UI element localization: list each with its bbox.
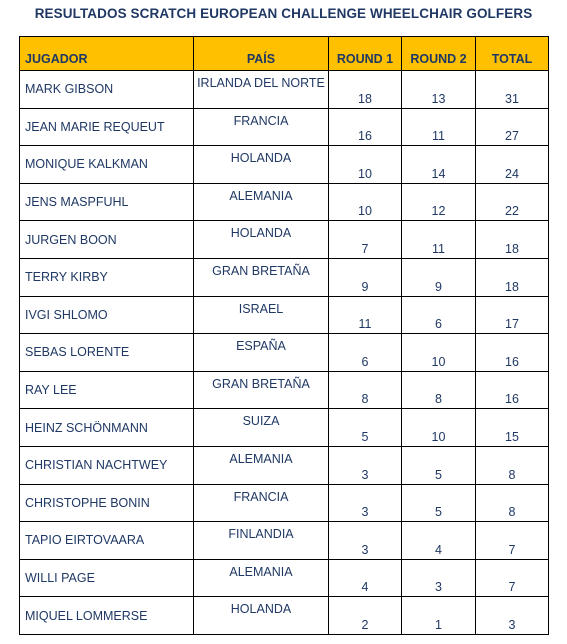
- player-cell: WILLI PAGE: [20, 559, 194, 597]
- round-1-cell: 4: [329, 559, 402, 597]
- country-cell: ALEMANIA: [194, 559, 329, 597]
- table-row: [20, 522, 549, 560]
- round-2-cell: 13: [402, 71, 476, 109]
- player-cell: CHRISTIAN NACHTWEY: [20, 446, 194, 484]
- country-cell: SUIZA: [194, 409, 329, 447]
- total-cell: 16: [476, 334, 549, 372]
- round-1-cell: 10: [329, 146, 402, 184]
- header-country: PAÍS: [194, 37, 329, 71]
- table-row: [20, 108, 549, 146]
- results-table: [19, 36, 549, 635]
- country-cell: ALEMANIA: [194, 446, 329, 484]
- round-1-cell: 9: [329, 258, 402, 296]
- table-row: [20, 484, 549, 522]
- header-round-1: ROUND 1: [329, 37, 402, 71]
- header-round-2: ROUND 2: [402, 37, 476, 71]
- table-row: [20, 221, 549, 259]
- total-cell: 17: [476, 296, 549, 334]
- player-cell: IVGI SHLOMO: [20, 296, 194, 334]
- total-cell: 15: [476, 409, 549, 447]
- round-2-cell: 3: [402, 559, 476, 597]
- round-1-cell: 18: [329, 71, 402, 109]
- round-1-cell: 3: [329, 522, 402, 560]
- country-cell: IRLANDA DEL NORTE: [194, 71, 329, 109]
- round-1-cell: 16: [329, 108, 402, 146]
- total-cell: 7: [476, 559, 549, 597]
- round-2-cell: 10: [402, 334, 476, 372]
- player-cell: JENS MASPFUHL: [20, 183, 194, 221]
- player-cell: HEINZ SCHÖNMANN: [20, 409, 194, 447]
- round-1-cell: 5: [329, 409, 402, 447]
- round-2-cell: 12: [402, 183, 476, 221]
- total-cell: 24: [476, 146, 549, 184]
- player-cell: MONIQUE KALKMAN: [20, 146, 194, 184]
- total-cell: 8: [476, 446, 549, 484]
- round-2-cell: 11: [402, 221, 476, 259]
- player-cell: MARK GIBSON: [20, 71, 194, 109]
- table-row: [20, 371, 549, 409]
- round-2-cell: 5: [402, 484, 476, 522]
- country-cell: HOLANDA: [194, 146, 329, 184]
- table-row: [20, 409, 549, 447]
- round-2-cell: 6: [402, 296, 476, 334]
- round-2-cell: 8: [402, 371, 476, 409]
- table-row: [20, 71, 549, 109]
- round-2-cell: 10: [402, 409, 476, 447]
- round-2-cell: 5: [402, 446, 476, 484]
- player-cell: CHRISTOPHE BONIN: [20, 484, 194, 522]
- round-2-cell: 11: [402, 108, 476, 146]
- round-1-cell: 7: [329, 221, 402, 259]
- player-cell: JEAN MARIE REQUEUT: [20, 108, 194, 146]
- player-cell: RAY LEE: [20, 371, 194, 409]
- table-row: [20, 258, 549, 296]
- total-cell: 27: [476, 108, 549, 146]
- round-1-cell: 11: [329, 296, 402, 334]
- country-cell: HOLANDA: [194, 221, 329, 259]
- round-1-cell: 3: [329, 484, 402, 522]
- table-row: [20, 183, 549, 221]
- country-cell: ALEMANIA: [194, 183, 329, 221]
- round-2-cell: 4: [402, 522, 476, 560]
- round-2-cell: 14: [402, 146, 476, 184]
- country-cell: HOLANDA: [194, 597, 329, 635]
- country-cell: FRANCIA: [194, 108, 329, 146]
- round-1-cell: 2: [329, 597, 402, 635]
- total-cell: 18: [476, 258, 549, 296]
- total-cell: 22: [476, 183, 549, 221]
- table-row: [20, 597, 549, 635]
- table-row: [20, 559, 549, 597]
- header-total: TOTAL: [476, 37, 549, 71]
- player-cell: TAPIO EIRTOVAARA: [20, 522, 194, 560]
- country-cell: FINLANDIA: [194, 522, 329, 560]
- total-cell: 16: [476, 371, 549, 409]
- header-player: JUGADOR: [20, 37, 194, 71]
- round-2-cell: 9: [402, 258, 476, 296]
- round-1-cell: 8: [329, 371, 402, 409]
- player-cell: JURGEN BOON: [20, 221, 194, 259]
- player-cell: TERRY KIRBY: [20, 258, 194, 296]
- country-cell: ESPAÑA: [194, 334, 329, 372]
- player-cell: MIQUEL LOMMERSE: [20, 597, 194, 635]
- table-header-row: [20, 37, 549, 71]
- total-cell: 7: [476, 522, 549, 560]
- total-cell: 8: [476, 484, 549, 522]
- table-row: [20, 334, 549, 372]
- table-row: [20, 296, 549, 334]
- table-row: [20, 146, 549, 184]
- player-cell: SEBAS LORENTE: [20, 334, 194, 372]
- page-title: RESULTADOS SCRATCH EUROPEAN CHALLENGE WHEELCHAIR GOLFERS: [34, 6, 533, 21]
- country-cell: GRAN BRETAÑA: [194, 258, 329, 296]
- total-cell: 18: [476, 221, 549, 259]
- country-cell: GRAN BRETAÑA: [194, 371, 329, 409]
- country-cell: FRANCIA: [194, 484, 329, 522]
- total-cell: 31: [476, 71, 549, 109]
- total-cell: 3: [476, 597, 549, 635]
- table-row: [20, 446, 549, 484]
- country-cell: ISRAEL: [194, 296, 329, 334]
- round-2-cell: 1: [402, 597, 476, 635]
- round-1-cell: 10: [329, 183, 402, 221]
- round-1-cell: 6: [329, 334, 402, 372]
- round-1-cell: 3: [329, 446, 402, 484]
